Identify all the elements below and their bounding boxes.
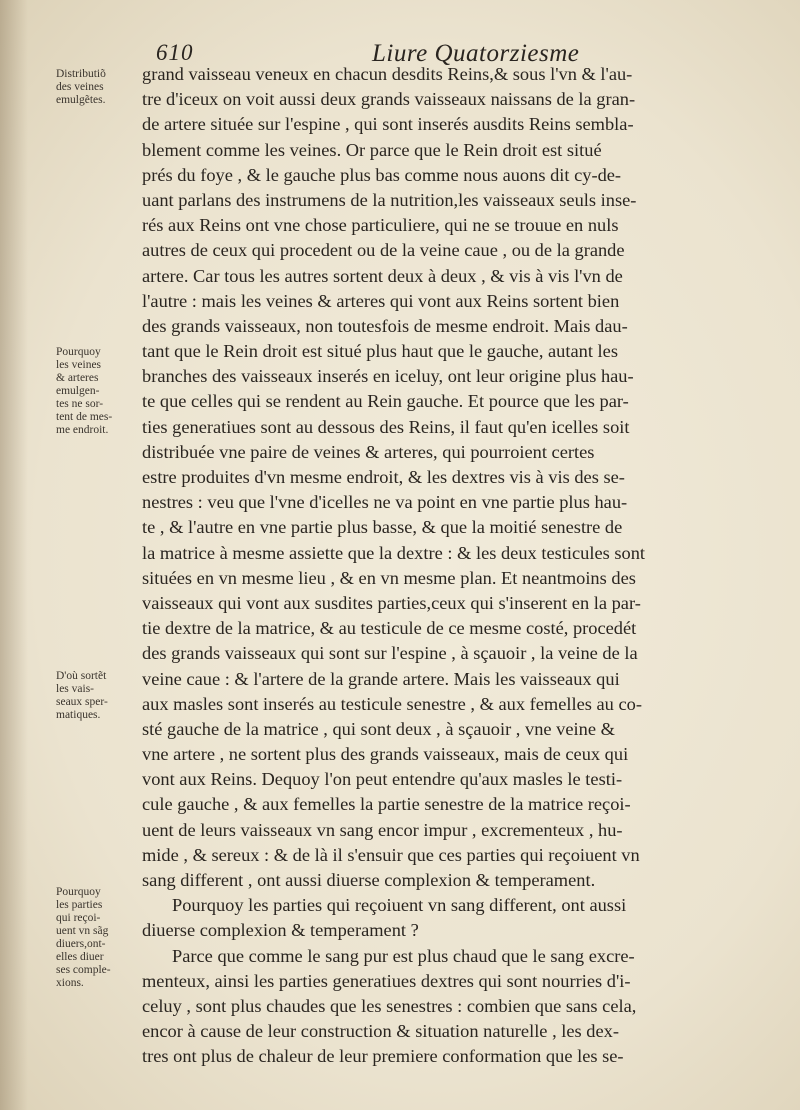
- text-line: estre produites d'vn mesme endroit, & les dextres vis à vis des se-: [142, 467, 625, 487]
- text-line: tie dextre de la matrice, & au testicule de ce mesme costé, procedét: [142, 618, 637, 639]
- text-line: uent de leurs vaisseaux vn sang encor impur , excrementeux , hu-: [142, 819, 623, 840]
- text-line: blement comme les veines. Or parce que le Rein droit est situé: [142, 139, 602, 160]
- text-line: la matrice à mesme assiette que la dextre : & les deux testicules sont: [142, 542, 646, 563]
- margin-note-distribution: [56, 68, 144, 107]
- text-line: grand vaisseau veneux en chacun desdits Reins,& sous l'vn & l'au-: [142, 64, 633, 84]
- margin-note-line: emulgẽtes.: [56, 94, 106, 106]
- text-line: nestres : veu que l'vne d'icelles ne va point en vne partie plus hau-: [142, 492, 628, 513]
- text-line: de artere située sur l'espine , qui sont inserés ausdits Reins sembla-: [142, 114, 634, 135]
- text-line: encor à cause de leur construction & situation naturelle , les dex-: [142, 1021, 619, 1042]
- margin-note-line: & arteres: [56, 372, 99, 384]
- text-line: vont aux Reins. Dequoy l'on peut entendre qu'aux masles le testi-: [142, 769, 623, 790]
- main-text-block: [142, 62, 767, 1070]
- text-line: ties generatiues sont au dessous des Reins, il faut qu'en icelles soit: [142, 416, 630, 437]
- text-line: tant que le Rein droit est situé plus haut que le gauche, autant les: [142, 341, 618, 362]
- margin-note-line: xions.: [56, 977, 84, 989]
- text-line: cule gauche , & aux femelles la partie senestre de la matrice reçoi-: [142, 794, 631, 815]
- page-gutter-shadow: [0, 0, 28, 1110]
- page-number: 610: [156, 40, 194, 65]
- text-line: Parce que comme le sang pur est plus chaud que le sang excre-: [172, 945, 635, 966]
- text-line: te que celles qui se rendent au Rein gauche. Et pource que les par-: [142, 391, 629, 412]
- margin-note-line: les parties: [56, 899, 103, 911]
- text-line: vaisseaux qui vont aux susdites parties,ceux qui s'inserent en la par-: [142, 592, 641, 613]
- text-line: vne artere , ne sortent plus des grands vaisseaux, mais de ceux qui: [142, 744, 629, 765]
- text-line: aux masles sont inserés au testicule senestre , & aux femelles au co-: [142, 693, 642, 714]
- margin-note-line: elles diuer: [56, 951, 104, 963]
- text-line: artere. Car tous les autres sortent deux à deux , & vis à vis l'vn de: [142, 265, 623, 286]
- margin-note-line: des veines: [56, 81, 104, 93]
- margin-note-line: D'où sortẽt: [56, 670, 107, 682]
- text-line: prés du foye , & le gauche plus bas comme nous auons dit cy-de-: [142, 164, 622, 185]
- margin-note-line: tent de mes-: [56, 411, 113, 423]
- margin-note-line: tes ne sor-: [56, 398, 104, 410]
- margin-note-line: ses comple-: [56, 964, 111, 976]
- question-heading-line: diuerse complexion & temperament ?: [142, 920, 419, 941]
- text-line: branches des vaisseaux inserés en iceluy, ont leur origine plus hau-: [142, 366, 634, 387]
- margin-note-line: emulgen-: [56, 385, 100, 397]
- running-title: Liure Quatorziesme: [372, 40, 580, 67]
- text-line: sté gauche de la matrice , qui sont deux , à sçauoir , vne veine &: [142, 718, 615, 739]
- question-heading-line: Pourquoy les parties qui reçoiuent vn sang different, ont aussi: [172, 895, 627, 916]
- margin-note-line: seaux sper-: [56, 696, 108, 708]
- margin-note-line: Pourquoy: [56, 886, 101, 898]
- text-line: tre d'iceux on voit aussi deux grands vaisseaux naissans de la gran-: [142, 89, 636, 110]
- margin-note-line: me endroit.: [56, 424, 109, 436]
- text-line: des grands vaisseaux qui sont sur l'espine , à sçauoir , la veine de la: [142, 643, 638, 664]
- text-line: rés aux Reins ont vne chose particuliere, qui ne se trouue en nuls: [142, 215, 619, 236]
- margin-note-pourquoy-parties: [56, 886, 144, 990]
- margin-note-line: diuers,ont-: [56, 938, 106, 950]
- text-line: celuy , sont plus chaudes que les senestres : combien que sans cela,: [142, 995, 637, 1016]
- margin-note-line: uent vn sãg: [56, 925, 109, 937]
- text-line: l'autre : mais les veines & arteres qui vont aux Reins sortent bien: [142, 290, 620, 311]
- text-line: situées en vn mesme lieu , & en vn mesme plan. Et neantmoins des: [142, 567, 636, 588]
- text-line: tres ont plus de chaleur de leur premiere conformation que les se-: [142, 1046, 624, 1067]
- margin-note-line: Pourquoy: [56, 346, 101, 358]
- text-line: sang different , ont aussi diuerse complexion & temperament.: [142, 870, 596, 890]
- margin-note-line: les veines: [56, 359, 102, 371]
- text-line: uant parlans des instrumens de la nutrition,les vaisseaux seuls inse-: [142, 189, 637, 210]
- text-line: mide , & sereux : & de là il s'ensuir que ces parties qui reçoiuent vn: [142, 844, 640, 865]
- text-line: veine caue : & l'artere de la grande artere. Mais les vaisseaux qui: [142, 668, 620, 689]
- margin-note-line: Distributiõ: [56, 68, 106, 80]
- text-line: des grands vaisseaux, non toutesfois de mesme endroit. Mais dau-: [142, 315, 628, 336]
- margin-note-line: qui reçoi-: [56, 912, 101, 924]
- margin-note-vaisseaux-spermatiques: [56, 670, 144, 722]
- text-line: menteux, ainsi les parties generatiues dextres qui sont nourries d'i-: [142, 970, 631, 991]
- margin-note-pourquoy-veines: [56, 346, 144, 437]
- text-line: te , & l'autre en vne partie plus basse, & que la moitié senestre de: [142, 517, 623, 538]
- text-line: autres de ceux qui procedent ou de la veine caue , ou de la grande: [142, 240, 625, 261]
- text-line: distribuée vne paire de veines & arteres, qui pourroient certes: [142, 441, 595, 462]
- margin-note-line: matiques.: [56, 709, 101, 721]
- margin-note-line: les vais-: [56, 683, 95, 695]
